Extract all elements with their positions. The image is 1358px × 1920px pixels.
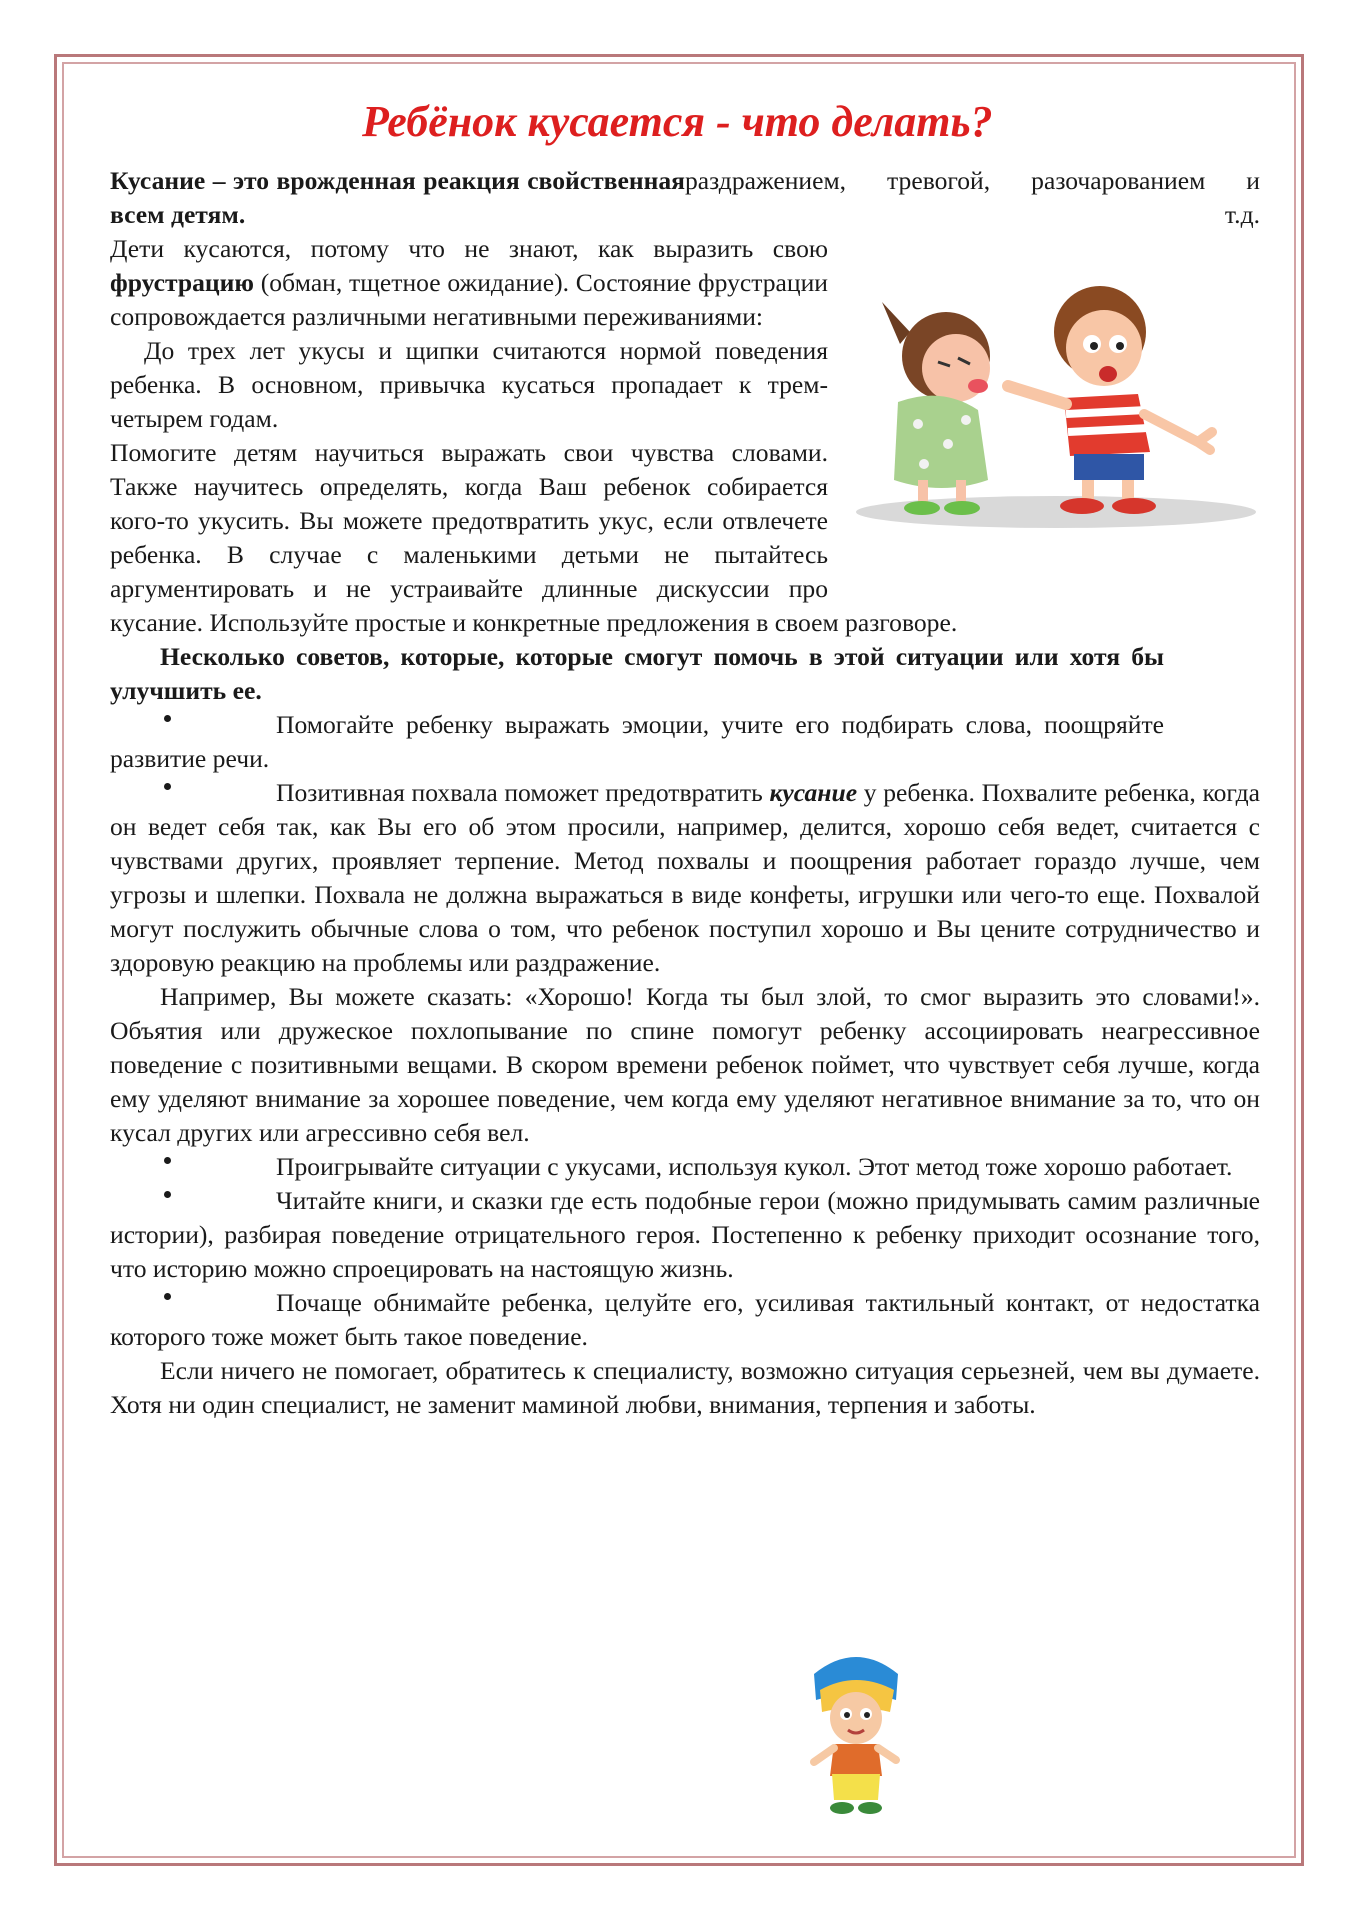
- tip-text: Помогайте ребенку выражать эмоции, учите его подбирать слова, поощряйте развитие речи.: [110, 710, 1164, 773]
- term-frustration: фрустрацию: [110, 268, 254, 297]
- tips-heading: [110, 640, 1260, 708]
- tip-item: [110, 708, 1260, 776]
- article-body: [110, 164, 1260, 1422]
- tip-text-start: Позитивная похвала поможет предотвратить: [276, 778, 770, 807]
- tip-text: Читайте книги, и сказки где есть подобные герои (можно придумывать самим различные истории), разбирая поведение отрицательного героя. Постепенно к ребенку приходит осознание того, что историю можно спроецировать на настоящую жизнь.: [110, 1186, 1260, 1283]
- lead-end: т.д.: [1224, 200, 1260, 229]
- lead-rest: [685, 164, 1260, 232]
- para-frustration-end: (обман, тщетное ожидание). Состояние фрустрации сопровождается различными негативными переживаниями:: [110, 268, 828, 331]
- biting-kids-illustration: [838, 232, 1260, 576]
- para-closing: Если ничего не помогает, обратитесь к специалисту, возможно ситуация серьезней, чем вы думаете. Хотя ни один специалист, не заменит маминой любви, внимания, терпения и заботы.: [110, 1356, 1260, 1419]
- tips-heading-text: Несколько советов, которые, которые смогут помочь в этой ситуации или хотя бы улучшить ее.: [110, 642, 1164, 705]
- tip-text: Почаще обнимайте ребенка, целуйте его, усиливая тактильный контакт, от недостатка которого тоже может быть такое поведение.: [110, 1288, 1260, 1351]
- cartoon-boy-mascot: [800, 1650, 910, 1820]
- tip-text-end: у ребенка. Похвалите ребенка, когда он ведет себя так, как Вы его об этом просили, например, делится, хорошо себя ведет, считается с чувствами других, проявляет терпение. Метод похвалы и поощрения работает гораздо лучше, чем угрозы и шлепки. Похвала не должна выражаться в виде конфеты, игрушки или чего-то еще. Похвалой могут послужить обычные слова о том, что ребенок поступил хорошо и Вы цените сотрудничество и здоровую реакцию на проблемы или раздражение.: [110, 778, 1260, 977]
- page-title: Ребёнок кусается - что делать?: [362, 97, 993, 146]
- tip-text: Проигрывайте ситуации с укусами, используя кукол. Этот метод тоже хорошо работает.: [276, 1152, 1233, 1181]
- para-example: Например, Вы можете сказать: «Хорошо! Когда ты был злой, то смог выразить это словами!». Объятия или дружеское похлопывание по спине помогут ребенку ассоциировать неагрессивное поведение с позитивными вещами. В скором времени ребенок поймет, что чувствует себя лучше, когда ему уделяют внимание за хорошее поведение, чем когда ему уделяют негативное внимание за то, что он кусал других или агрессивно себя вел.: [110, 982, 1260, 1147]
- para-help-words: Помогите детям научиться выражать свои чувства словами. Также научитесь определять, когда Ваш ребенок собирается кого-то укусить. Вы можете предотвратить укус, если отвлечете ребенка. В случае с маленькими детьми не пытайтесь аргументировать и не устраивайте длинные дискуссии про кусание. Используйте простые и конкретные предложения в своем разговоре.: [110, 438, 958, 637]
- term-biting: кусание: [769, 778, 858, 807]
- tip-item: [110, 1184, 1260, 1286]
- figure-wrap-spacer: [1164, 576, 1260, 746]
- tip-item: [110, 1286, 1260, 1354]
- para-age-norm: До трех лет укусы и щипки считаются нормой поведения ребенка. В основном, привычка кусаться пропадает к трем-четырем годам.: [110, 336, 828, 433]
- lead-bold: Кусание – это врожденная реакция свойственная всем детям.: [110, 166, 685, 229]
- tip-item: [110, 776, 1260, 980]
- lead-rest-text: раздражением, тревогой, разочарованием и: [685, 166, 1260, 195]
- tip-item: [110, 1150, 1260, 1184]
- lead-block: [110, 164, 1260, 232]
- para-frustration-start: Дети кусаются, потому что не знают, как выразить свою: [110, 234, 828, 263]
